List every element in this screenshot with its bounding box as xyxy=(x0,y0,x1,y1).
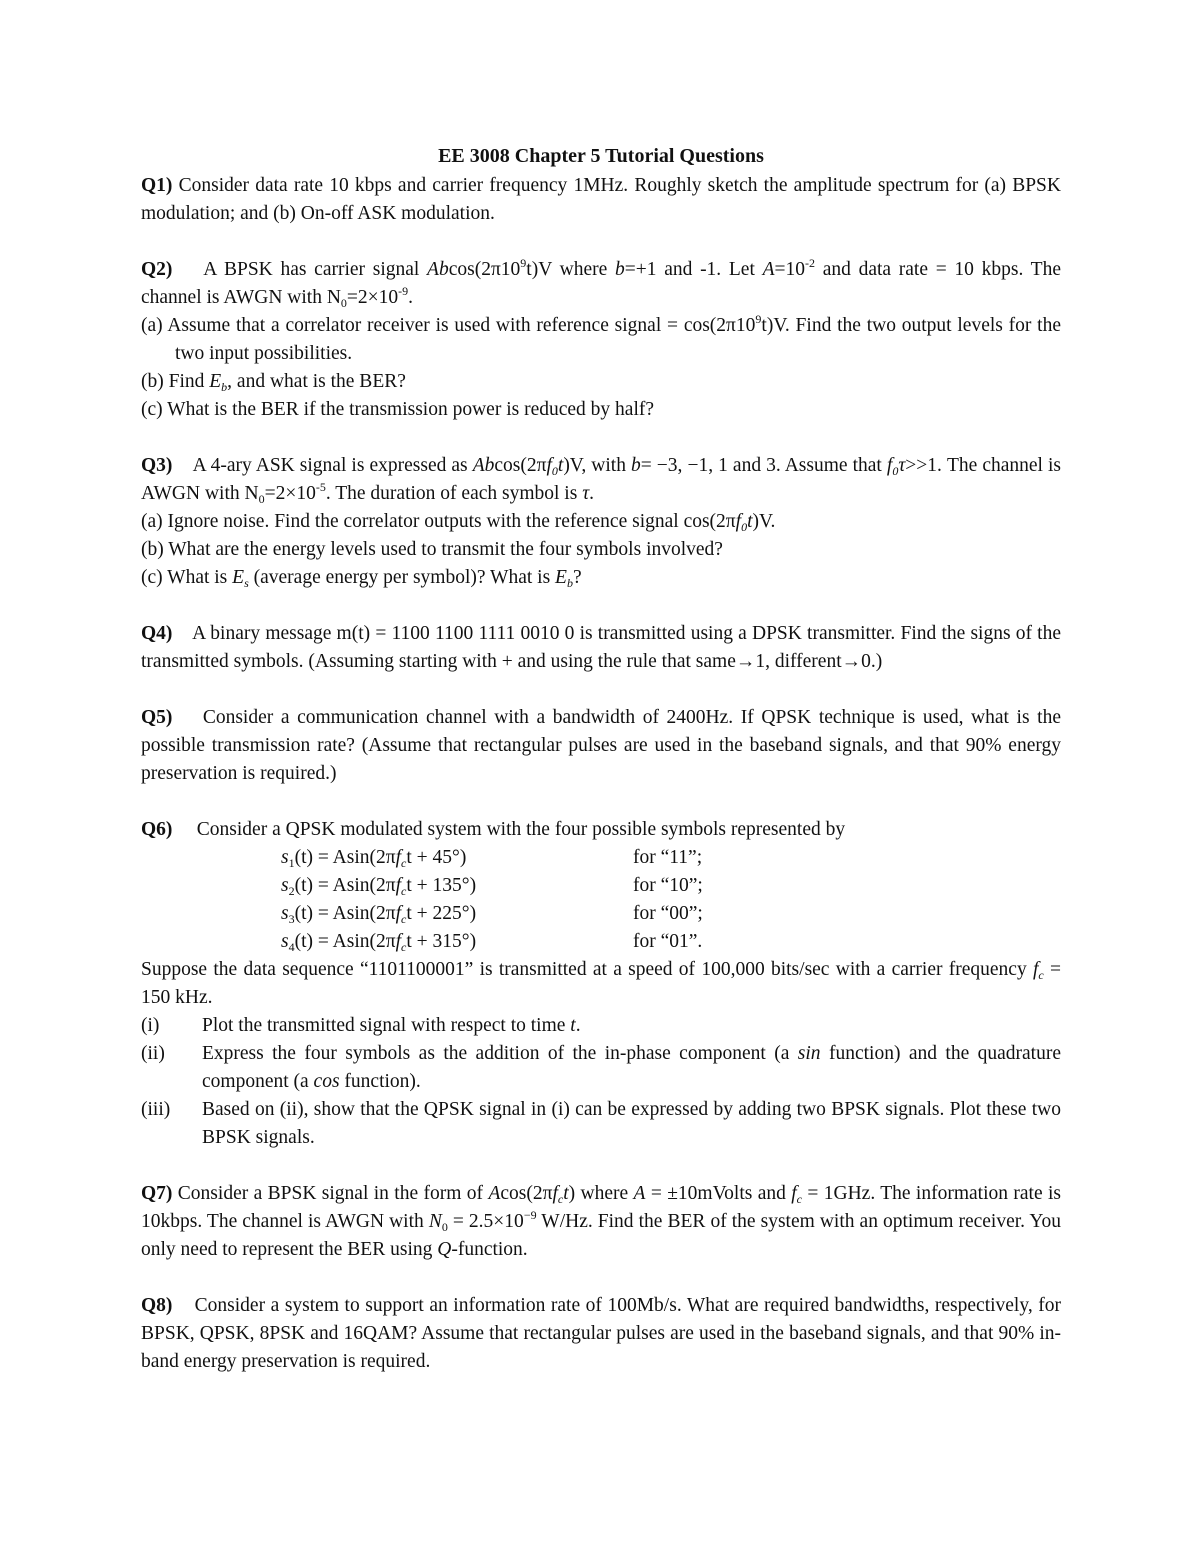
symbol-freq: f xyxy=(395,847,402,868)
symbol-index: 2 xyxy=(288,884,295,898)
item-text-part: Express the four symbols as the addition of the in-phase component (a xyxy=(202,1043,798,1064)
q6-intro-text: Consider a QPSK modulated system with the four possible symbols represented by xyxy=(196,819,846,840)
q2b-text: , and what is the BER? xyxy=(227,371,406,392)
q2-text: =+1 and -1. Let xyxy=(624,259,763,280)
symbol-equation xyxy=(281,928,633,956)
q3a-var: t xyxy=(747,511,753,532)
q3-text: = −3, −1, 1 and 3. Assume that xyxy=(640,455,887,476)
item-var: sin xyxy=(797,1043,821,1064)
q2-sub: 0 xyxy=(340,296,347,310)
question-2 xyxy=(141,256,1061,424)
item-text: Based on (ii), show that the QPSK signal in (i) can be expressed by adding two BPSK signals. Plot these two BPSK signals. xyxy=(202,1099,1061,1148)
symbol-code: for “00”; xyxy=(633,903,703,924)
q2b-sub: b xyxy=(221,380,228,394)
q7-var: N xyxy=(428,1211,442,1232)
symbol-freq: f xyxy=(395,903,402,924)
q3c-var: E xyxy=(232,567,245,588)
q2-text: A BPSK has carrier signal xyxy=(203,259,428,280)
q7-var: Q xyxy=(437,1239,452,1260)
q6-text: = 150 kHz. xyxy=(141,959,1062,1008)
q7-text: = ±10mVolts and xyxy=(645,1183,792,1204)
symbol-row xyxy=(281,872,1061,900)
q2-sup: 9 xyxy=(520,256,527,270)
q3-var: b xyxy=(631,455,641,476)
q2a-text: t)V. Find the two output levels for the two input possibilities. xyxy=(175,315,1061,364)
item-text-part: function) and the quadrature component (a xyxy=(202,1043,1061,1092)
q7-text: -function. xyxy=(451,1239,528,1260)
q7-sup: −9 xyxy=(523,1208,537,1222)
question-4-text: A binary message m(t) = 1100 1100 1111 0010 0 is transmitted using a DPSK transmitter. Find the signs of the transmitted symbols. (Assuming starting with + and using the rule that same→1, different→0.) xyxy=(141,623,1061,672)
symbol-var: s xyxy=(281,931,289,952)
q7-text: cos(2π xyxy=(500,1183,553,1204)
q3c-sub: s xyxy=(244,576,249,590)
q3a-text: )V. xyxy=(752,511,776,532)
symbol-row xyxy=(281,900,1061,928)
symbol-freq: f xyxy=(395,931,402,952)
item-var: cos xyxy=(313,1071,340,1092)
item-text xyxy=(202,1012,1061,1040)
symbol-expr: t + 45°) xyxy=(406,847,467,868)
q3-var: f xyxy=(546,455,552,476)
question-5-text: Consider a communication channel with a bandwidth of 2400Hz. If QPSK technique is used, what is the possible transmission rate? (Assume that rectangular pulses are used in the baseband signals, and that 90% energy preservation is required.) xyxy=(141,707,1061,784)
q7-var: A xyxy=(633,1183,646,1204)
symbol-index: 3 xyxy=(288,912,295,926)
question-6-item xyxy=(141,1012,1061,1040)
q3-text: >>1. The channel is AWGN with N xyxy=(141,455,1062,504)
q2a-text: (a) Assume that a correlator receiver is used with reference signal = cos(2π10 xyxy=(141,315,756,336)
q2b-text: (b) Find xyxy=(141,371,210,392)
q7-var: f xyxy=(791,1183,797,1204)
q7-var: t xyxy=(563,1183,569,1204)
question-8 xyxy=(141,1292,1061,1376)
q3c-text: ? xyxy=(572,567,582,588)
q7-sub: c xyxy=(557,1192,564,1206)
q6-var: f xyxy=(1032,959,1039,980)
item-text-part: function). xyxy=(339,1071,421,1092)
q3a-var: f xyxy=(735,511,742,532)
q3-sub: 0 xyxy=(551,464,558,478)
q3-text: cos(2π xyxy=(494,455,547,476)
question-1-text: Consider data rate 10 kbps and carrier frequency 1MHz. Roughly sketch the amplitude spectrum for (a) BPSK modulation; and (b) On-off ASK modulation. xyxy=(141,175,1061,224)
q2-text: =2×10 xyxy=(346,287,399,308)
symbol-freq: f xyxy=(395,875,402,896)
item-var: t xyxy=(570,1015,576,1036)
question-8-text: Consider a system to support an information rate of 100Mb/s. What are required bandwidths, respectively, for BPSK, QPSK, 8PSK and 16QAM? Assume that rectangular pulses are used in the baseband signals, and that 90% in-band energy preservation is required. xyxy=(141,1295,1061,1372)
symbol-expr: (t) = Asin(2π xyxy=(294,875,396,896)
q7-text: W/Hz. Find the BER of the system with an optimum receiver. You only need to represent the BER using xyxy=(141,1211,1062,1260)
q3c-var: E xyxy=(555,567,567,588)
question-5 xyxy=(141,704,1061,788)
q2-var: b xyxy=(615,259,625,280)
q3-var: Ab xyxy=(472,455,495,476)
symbol-freq-sub: c xyxy=(401,940,407,954)
q3-sub: 0 xyxy=(892,464,899,478)
question-2-stem xyxy=(141,256,1061,312)
symbol-expr: (t) = Asin(2π xyxy=(294,847,396,868)
q3-sup: -5 xyxy=(315,480,326,494)
q3-var: τ xyxy=(582,483,590,504)
symbol-equation xyxy=(281,900,633,928)
document-page xyxy=(141,142,1061,1404)
q2-sup: -9 xyxy=(398,284,409,298)
q3-text: )V, with xyxy=(563,455,632,476)
question-3-stem xyxy=(141,452,1061,508)
item-text-part: . xyxy=(575,1015,581,1036)
q7-sub: c xyxy=(796,1192,802,1206)
q7-text: = 2.5×10 xyxy=(447,1211,524,1232)
q2-text: cos(2π10 xyxy=(448,259,521,280)
symbol-index: 1 xyxy=(288,856,295,870)
question-7 xyxy=(141,1180,1061,1264)
question-2-part-c: (c) What is the BER if the transmission power is reduced by half? xyxy=(141,399,655,420)
symbol-freq-sub: c xyxy=(401,884,407,898)
question-2-part-b xyxy=(141,368,1061,396)
symbol-table xyxy=(281,844,1061,956)
question-4 xyxy=(141,620,1061,676)
symbol-index: 4 xyxy=(288,940,295,954)
item-number: (iii) xyxy=(141,1099,171,1120)
question-6-item xyxy=(141,1040,1061,1096)
q7-text: Consider a BPSK signal in the form of xyxy=(172,1183,489,1204)
question-3 xyxy=(141,452,1061,592)
q2-text: . xyxy=(408,287,414,308)
symbol-row xyxy=(281,928,1061,956)
q3-text: =2×10 xyxy=(264,483,316,504)
q7-sub: 0 xyxy=(441,1220,448,1234)
q3-text: . The duration of each symbol is xyxy=(325,483,583,504)
item-text xyxy=(202,1040,1061,1096)
question-6-suppose xyxy=(141,956,1061,1012)
q7-var: A xyxy=(488,1183,501,1204)
symbol-var: s xyxy=(281,875,289,896)
q3c-text: (average energy per symbol)? What is xyxy=(248,567,556,588)
q3-text: A 4-ary ASK signal is expressed as xyxy=(192,455,473,476)
question-3-part-a xyxy=(141,508,1061,536)
question-6-intro xyxy=(141,816,1061,844)
question-6-item xyxy=(141,1096,1061,1152)
q2a-sup: 9 xyxy=(755,312,762,326)
question-3-part-b: (b) What are the energy levels used to transmit the four symbols involved? xyxy=(141,539,723,560)
question-2-label: Q2) xyxy=(141,259,173,280)
q6-text: Suppose the data sequence “1101100001” is transmitted at a speed of 100,000 bits/sec with a carrier frequency xyxy=(141,959,1033,980)
symbol-freq-sub: c xyxy=(401,856,407,870)
q2-text: =10 xyxy=(774,259,806,280)
symbol-code: for “10”; xyxy=(633,875,703,896)
question-4-label: Q4) xyxy=(141,623,173,644)
symbol-equation xyxy=(281,844,633,872)
question-6-label: Q6) xyxy=(141,819,173,840)
question-3-part-c xyxy=(141,564,1061,592)
question-3-label: Q3) xyxy=(141,455,173,476)
q3a-text: (a) Ignore noise. Find the correlator outputs with the reference signal cos(2π xyxy=(141,511,736,532)
symbol-expr: t + 225°) xyxy=(406,903,477,924)
symbol-row xyxy=(281,844,1061,872)
q7-text: ) where xyxy=(568,1183,634,1204)
page-title: EE 3008 Chapter 5 Tutorial Questions xyxy=(438,145,764,167)
question-1 xyxy=(141,172,1061,228)
q2-var: A xyxy=(762,259,775,280)
symbol-code: for “11”; xyxy=(633,847,703,868)
q3-var: f xyxy=(886,455,893,476)
symbol-freq-sub: c xyxy=(401,912,407,926)
symbol-var: s xyxy=(281,847,289,868)
symbol-equation xyxy=(281,872,633,900)
q3c-sub: b xyxy=(566,576,573,590)
q3-var: t xyxy=(557,455,564,476)
q3-text: . xyxy=(589,483,595,504)
question-2-part-a xyxy=(141,312,1061,368)
question-6 xyxy=(141,816,1061,1152)
q6-sub: c xyxy=(1038,968,1044,982)
q2b-var: E xyxy=(209,371,222,392)
question-5-label: Q5) xyxy=(141,707,173,728)
item-text-part: Plot the transmitted signal with respect to time xyxy=(202,1015,571,1036)
q3-sub: 0 xyxy=(258,492,265,506)
question-8-label: Q8) xyxy=(141,1295,173,1316)
symbol-expr: (t) = Asin(2π xyxy=(294,903,396,924)
symbol-expr: t + 315°) xyxy=(406,931,477,952)
q7-var: f xyxy=(552,1183,558,1204)
question-1-label: Q1) xyxy=(141,175,173,196)
symbol-expr: t + 135°) xyxy=(406,875,477,896)
q2-var: Ab xyxy=(427,259,449,280)
symbol-code: for “01”. xyxy=(633,931,703,952)
item-number: (i) xyxy=(141,1015,160,1036)
item-number: (ii) xyxy=(141,1043,165,1064)
q2-text: and data rate = 10 kbps. The channel is AWGN with N xyxy=(141,259,1062,308)
q7-text: = 1GHz. The information rate is 10kbps. The channel is AWGN with xyxy=(141,1183,1061,1232)
q3a-sub: 0 xyxy=(741,520,748,534)
question-7-label: Q7) xyxy=(141,1183,173,1204)
q2-sup: -2 xyxy=(805,256,816,270)
q2-text: t)V where xyxy=(526,259,615,280)
symbol-var: s xyxy=(281,903,289,924)
q3-var: τ xyxy=(898,455,906,476)
symbol-expr: (t) = Asin(2π xyxy=(294,931,396,952)
q3c-text: (c) What is xyxy=(141,567,233,588)
